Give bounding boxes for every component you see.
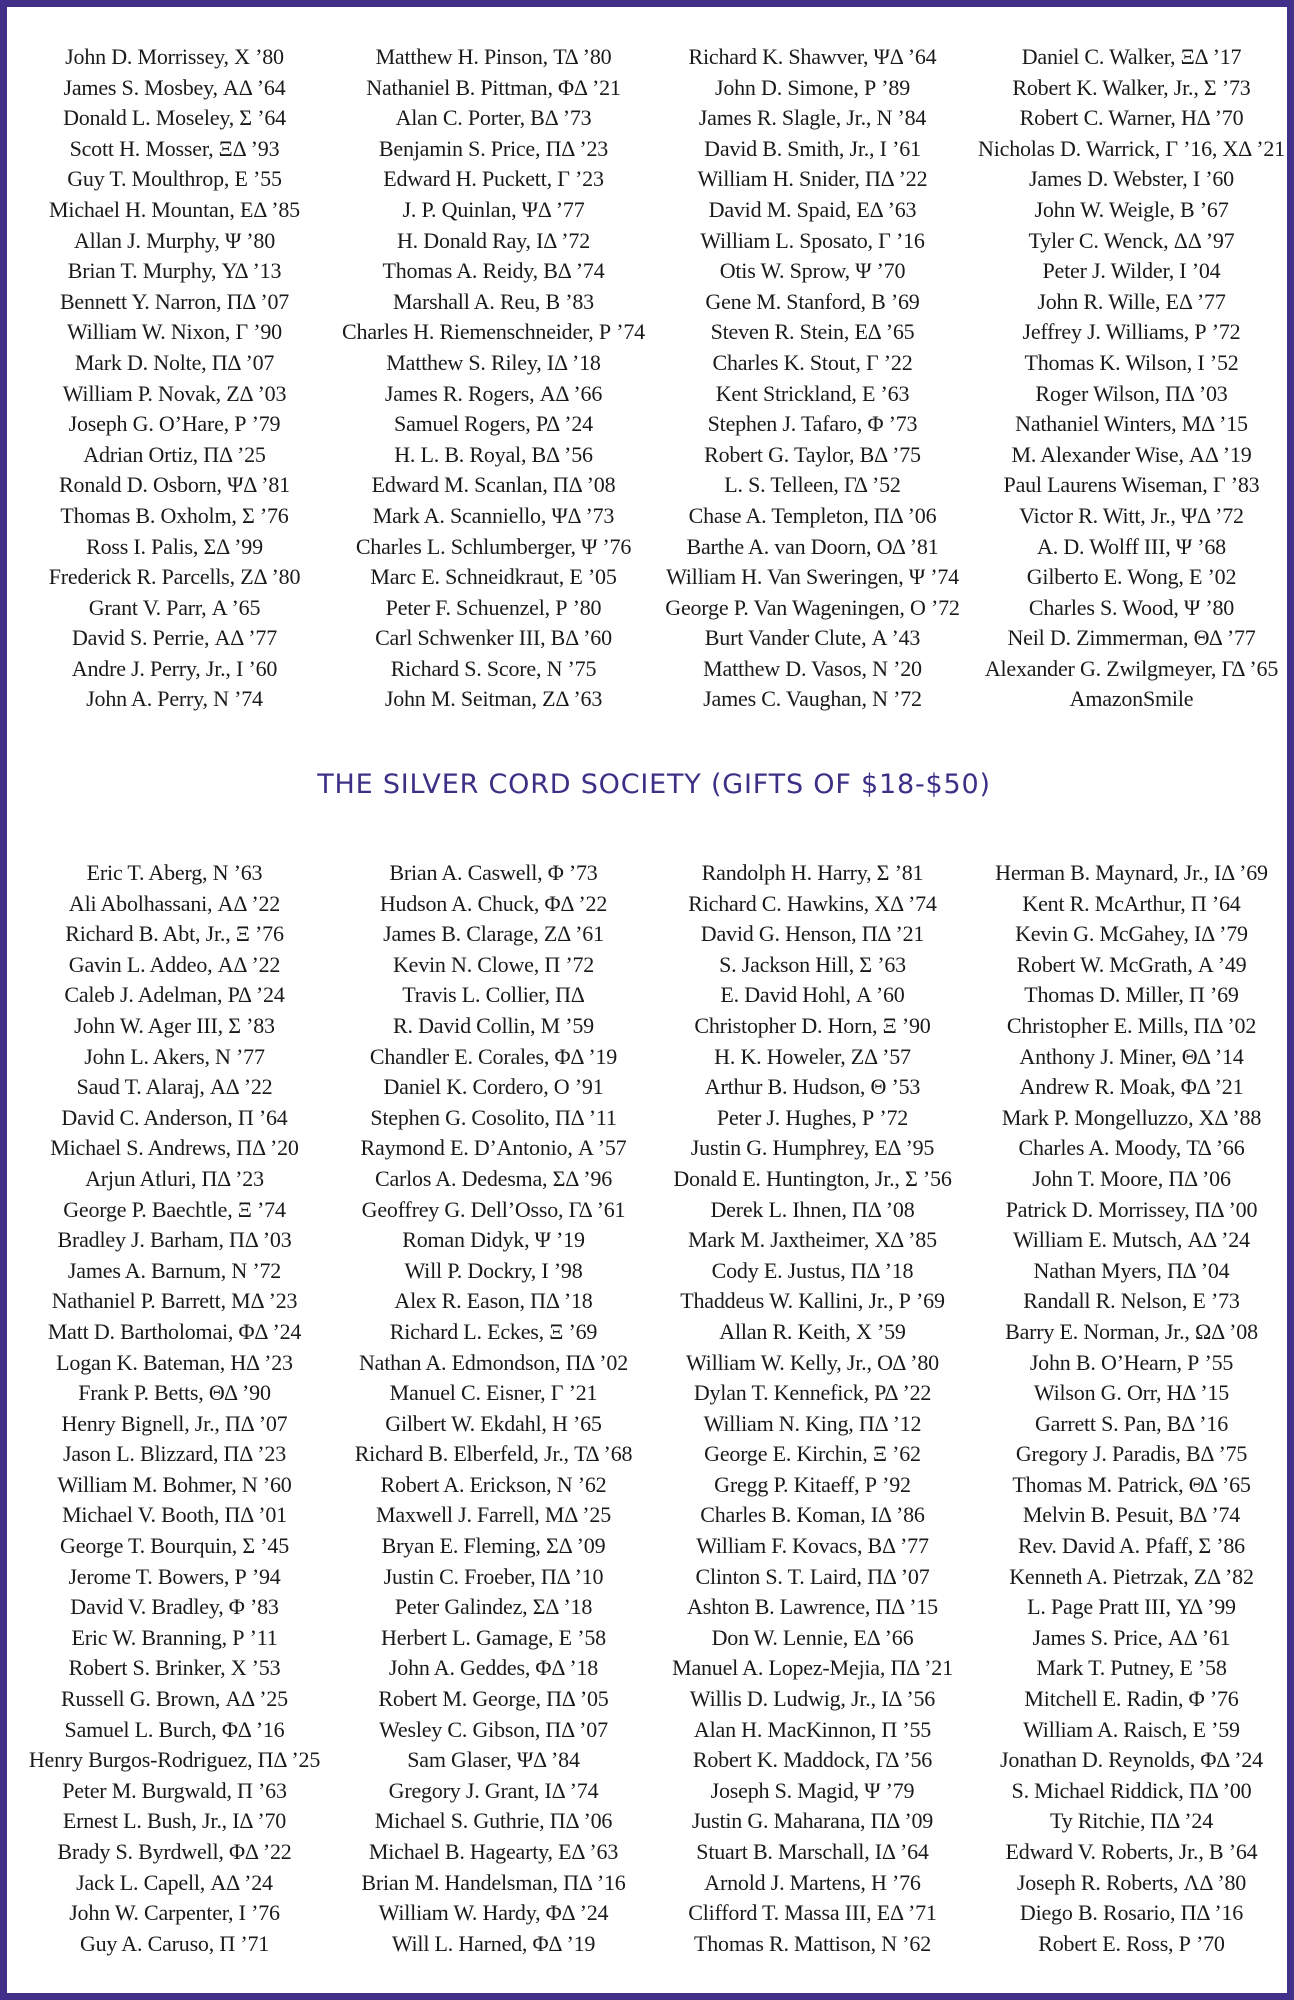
donor-name: Alex R. Eason, ΠΔ ’18 — [394, 1288, 593, 1314]
donor-list-top — [15, 42, 1291, 715]
donor-name: Barthe A. van Doorn, ΟΔ ’81 — [686, 533, 939, 559]
donor-name: Edward V. Roberts, Jr., Β ’64 — [1005, 1839, 1258, 1864]
donor-name: Arthur B. Hudson, Θ ’53 — [704, 1074, 921, 1100]
donor-name: Allan R. Keith, Χ ’59 — [719, 1318, 906, 1344]
donor-name: Kenneth A. Pietrzak, ΖΔ ’82 — [1009, 1563, 1254, 1589]
donor-name: Daniel C. Walker, ΞΔ ’17 — [1021, 44, 1242, 69]
donor-name: Dylan T. Kennefick, ΡΔ ’22 — [693, 1380, 932, 1406]
donor-name: Frederick R. Parcells, ΖΔ ’80 — [48, 564, 301, 590]
donor-name: William W. Hardy, ΦΔ ’24 — [378, 1900, 609, 1926]
donor-name: Nicholas D. Warrick, Γ ’16, ΧΔ ’21 — [978, 135, 1285, 161]
donor-name: Bryan E. Fleming, ΣΔ ’09 — [381, 1533, 606, 1559]
donor-name: Garrett S. Pan, ΒΔ ’16 — [1034, 1410, 1229, 1436]
donor-name: Richard K. Shawver, ΨΔ ’64 — [688, 44, 937, 69]
donor-name: Justin G. Humphrey, ΕΔ ’95 — [690, 1135, 935, 1161]
donor-name: Stephen G. Cosolito, ΠΔ ’11 — [370, 1104, 617, 1130]
donor-name: Logan K. Bateman, ΗΔ ’23 — [56, 1349, 293, 1375]
donor-column — [653, 858, 972, 1959]
donor-name: Kent Strickland, Ε ’63 — [715, 380, 910, 406]
donor-name: Gregg P. Kitaeff, Ρ ’92 — [714, 1471, 911, 1497]
donor-name: Mark P. Mongelluzzo, ΧΔ ’88 — [1001, 1104, 1262, 1130]
donor-name: J. P. Quinlan, ΨΔ ’77 — [402, 196, 585, 222]
donor-name: John L. Akers, Ν ’77 — [84, 1043, 265, 1069]
donor-name: Mark T. Putney, Ε ’58 — [1036, 1655, 1227, 1681]
donor-name: William H. Snider, ΠΔ ’22 — [697, 166, 928, 192]
donor-name: Roger Wilson, ΠΔ ’03 — [1035, 380, 1228, 406]
donor-name: Tyler C. Wenck, ΔΔ ’97 — [1028, 227, 1235, 253]
donor-name: Peter F. Schuenzel, Ρ ’80 — [385, 594, 602, 620]
donor-name: Michael B. Hagearty, ΕΔ ’63 — [368, 1839, 619, 1864]
donor-name: Caleb J. Adelman, ΡΔ ’24 — [64, 982, 285, 1008]
donor-name: Christopher D. Horn, Ξ ’90 — [694, 1012, 931, 1038]
donor-name: John D. Morrissey, Χ ’80 — [65, 44, 284, 69]
donor-name: Arjun Atluri, ΠΔ ’23 — [85, 1165, 264, 1191]
donor-name: Andre J. Perry, Jr., Ι ’60 — [71, 655, 278, 681]
donor-name: Kevin N. Clowe, Π ’72 — [392, 951, 595, 977]
donor-name: Ernest L. Bush, Jr., ΙΔ ’70 — [62, 1808, 287, 1834]
donor-name: Manuel A. Lopez-Mejia, ΠΔ ’21 — [672, 1655, 953, 1681]
donor-name: Richard C. Hawkins, ΧΔ ’74 — [688, 890, 937, 916]
donor-name: Brady S. Byrdwell, ΦΔ ’22 — [57, 1839, 292, 1864]
donor-name: Carlos A. Dedesma, ΣΔ ’96 — [374, 1165, 613, 1191]
donor-name: Charles L. Schlumberger, Ψ ’76 — [355, 533, 632, 559]
donor-name: Will P. Dockry, Ι ’98 — [404, 1257, 583, 1283]
donor-name: Cody E. Justus, ΠΔ ’18 — [711, 1257, 914, 1283]
donor-name: Marc E. Schneidkraut, Ε ’05 — [370, 564, 617, 590]
donor-name: John D. Simone, Ρ ’89 — [714, 74, 911, 100]
donor-name: Michael S. Andrews, ΠΔ ’20 — [50, 1135, 299, 1161]
donor-name: Clifford T. Massa III, ΕΔ ’71 — [688, 1900, 937, 1926]
donor-name: Travis L. Collier, ΠΔ — [402, 982, 585, 1008]
donor-name: Robert E. Ross, Ρ ’70 — [1038, 1930, 1225, 1956]
donor-name: John M. Seitman, ΖΔ ’63 — [384, 686, 603, 712]
donor-name: Kevin G. McGahey, ΙΔ ’79 — [1015, 921, 1248, 947]
donor-column — [334, 42, 653, 715]
donor-name: Jason L. Blizzard, ΠΔ ’23 — [63, 1441, 286, 1467]
donor-name: Charles K. Stout, Γ ’22 — [712, 349, 913, 375]
donor-name: Matthew H. Pinson, ΤΔ ’80 — [375, 44, 612, 69]
donor-column — [15, 42, 334, 715]
donor-name: Robert C. Warner, ΗΔ ’70 — [1019, 105, 1244, 131]
donor-name: Stuart B. Marschall, ΙΔ ’64 — [696, 1839, 929, 1864]
donor-name: Barry E. Norman, Jr., ΩΔ ’08 — [1005, 1318, 1258, 1344]
donor-name: Peter J. Wilder, Ι ’04 — [1042, 258, 1221, 284]
donor-name: Henry Bignell, Jr., ΠΔ ’07 — [61, 1410, 288, 1436]
donor-name: John B. O’Hearn, Ρ ’55 — [1029, 1349, 1234, 1375]
donor-name: Jonathan D. Reynolds, ΦΔ ’24 — [1000, 1747, 1263, 1773]
donor-name: Charles H. Riemenschneider, Ρ ’74 — [342, 319, 645, 345]
donor-name: Thomas K. Wilson, Ι ’52 — [1024, 349, 1239, 375]
section-heading: THE SILVER CORD SOCIETY (GIFTS OF $18-$50) — [317, 769, 991, 800]
donor-name: William M. Bohmer, Ν ’60 — [57, 1471, 292, 1497]
donor-name: Charles S. Wood, Ψ ’80 — [1028, 594, 1235, 620]
donor-name: Richard B. Elberfeld, Jr., ΤΔ ’68 — [354, 1441, 633, 1467]
donor-name: Wilson G. Orr, ΗΔ ’15 — [1033, 1380, 1230, 1406]
donor-name: Frank P. Betts, ΘΔ ’90 — [78, 1380, 271, 1406]
donor-name: Saud T. Alaraj, ΑΔ ’22 — [76, 1074, 273, 1100]
donor-name: Randolph H. Harry, Σ ’81 — [701, 860, 924, 885]
donor-name: Robert G. Taylor, ΒΔ ’75 — [704, 441, 921, 467]
donor-name: James S. Mosbey, ΑΔ ’64 — [63, 74, 286, 100]
donor-name: Ty Ritchie, ΠΔ ’24 — [1050, 1808, 1213, 1834]
donor-column — [653, 42, 972, 715]
donor-name: John R. Wille, ΕΔ ’77 — [1037, 288, 1226, 314]
donor-name: Otis W. Sprow, Ψ ’70 — [719, 258, 906, 284]
donor-name: Eric W. Branning, Ρ ’11 — [71, 1624, 278, 1650]
donor-name: Anthony J. Miner, ΘΔ ’14 — [1019, 1043, 1244, 1069]
donor-name: Arnold J. Martens, Η ’76 — [704, 1869, 921, 1895]
donor-name: Andrew R. Moak, ΦΔ ’21 — [1019, 1074, 1244, 1100]
donor-name: John A. Perry, Ν ’74 — [86, 686, 263, 712]
donor-name: H. L. B. Royal, ΒΔ ’56 — [394, 441, 593, 467]
donor-name: Thaddeus W. Kallini, Jr., Ρ ’69 — [680, 1288, 945, 1314]
donor-name: William E. Mutsch, ΑΔ ’24 — [1013, 1227, 1250, 1253]
donor-name: John T. Moore, ΠΔ ’06 — [1032, 1165, 1231, 1191]
donor-name: George P. Baechtle, Ξ ’74 — [63, 1196, 286, 1222]
donor-name: Matthew D. Vasos, Ν ’20 — [703, 655, 922, 681]
donor-name: Hudson A. Chuck, ΦΔ ’22 — [379, 890, 608, 916]
donor-name: Robert A. Erickson, Ν ’62 — [380, 1471, 607, 1497]
donor-name: Nathaniel P. Barrett, ΜΔ ’23 — [51, 1288, 298, 1314]
donor-name: Patrick D. Morrissey, ΠΔ ’00 — [1005, 1196, 1258, 1222]
donor-name: Matthew S. Riley, ΙΔ ’18 — [386, 349, 601, 375]
donor-name: Mark A. Scanniello, ΨΔ ’73 — [372, 502, 615, 528]
donor-name: Alexander G. Zwilgmeyer, ΓΔ ’65 — [984, 655, 1279, 681]
donor-name: Peter J. Hughes, Ρ ’72 — [716, 1104, 909, 1130]
donor-name: Rev. David A. Pfaff, Σ ’86 — [1018, 1533, 1245, 1559]
donor-name: Gilberto E. Wong, Ε ’02 — [1026, 564, 1237, 590]
donor-name: Nathan A. Edmondson, ΠΔ ’02 — [358, 1349, 629, 1375]
donor-name: H. Donald Ray, ΙΔ ’72 — [396, 227, 591, 253]
donor-name: Matt D. Bartholomai, ΦΔ ’24 — [47, 1318, 302, 1344]
donor-name: William F. Kovacs, ΒΔ ’77 — [696, 1533, 929, 1559]
donor-name: Raymond E. D’Antonio, Α ’57 — [360, 1135, 627, 1161]
donor-name: Donald E. Huntington, Jr., Σ ’56 — [673, 1165, 952, 1191]
donor-name: Gene M. Stanford, Β ’69 — [705, 288, 920, 314]
donor-name: Will L. Harned, ΦΔ ’19 — [391, 1930, 596, 1956]
donor-name: Robert S. Brinker, Χ ’53 — [68, 1655, 281, 1681]
donor-name: Michael H. Mountan, ΕΔ ’85 — [49, 196, 300, 222]
donor-name: George E. Kirchin, Ξ ’62 — [704, 1441, 921, 1467]
donor-name: Alan H. MacKinnon, Π ’55 — [693, 1716, 932, 1742]
donor-name: Willis D. Ludwig, Jr., ΙΔ ’56 — [689, 1686, 936, 1712]
donor-name: Clinton S. T. Laird, ΠΔ ’07 — [695, 1563, 930, 1589]
donor-name: Scott H. Mosser, ΞΔ ’93 — [69, 135, 280, 161]
donor-name: William L. Sposato, Γ ’16 — [700, 227, 925, 253]
donor-name: Brian T. Murphy, ΥΔ ’13 — [67, 258, 282, 284]
donor-name: S. Michael Riddick, ΠΔ ’00 — [1011, 1777, 1252, 1803]
donor-name: Robert M. George, ΠΔ ’05 — [378, 1686, 609, 1712]
donor-name: Jerome T. Bowers, Ρ ’94 — [68, 1563, 281, 1589]
donor-name: Kent R. McArthur, Π ’64 — [1022, 890, 1241, 916]
donor-name: Thomas D. Miller, Π ’69 — [1024, 982, 1239, 1008]
donor-name: William N. King, ΠΔ ’12 — [703, 1410, 922, 1436]
donor-name: John A. Geddes, ΦΔ ’18 — [388, 1655, 599, 1681]
donor-name: Derek L. Ihnen, ΠΔ ’08 — [710, 1196, 915, 1222]
donor-name: Sam Glaser, ΨΔ ’84 — [407, 1747, 580, 1773]
donor-name: Thomas A. Reidy, ΒΔ ’74 — [382, 258, 605, 284]
donor-name: Joseph R. Roberts, ΛΔ ’80 — [1016, 1869, 1247, 1895]
donor-name: Chandler E. Corales, ΦΔ ’19 — [369, 1043, 618, 1069]
donor-name: Victor R. Witt, Jr., ΨΔ ’72 — [1019, 502, 1244, 528]
donor-name: John W. Weigle, Β ’67 — [1034, 196, 1229, 222]
donor-name: Maxwell J. Farrell, ΜΔ ’25 — [375, 1502, 612, 1528]
donor-name: S. Jackson Hill, Σ ’63 — [719, 951, 906, 977]
donor-name: Thomas M. Patrick, ΘΔ ’65 — [1012, 1471, 1251, 1497]
donor-column — [972, 42, 1291, 715]
donor-name: Alan C. Porter, ΒΔ ’73 — [395, 105, 592, 131]
donor-name: William H. Van Sweringen, Ψ ’74 — [666, 564, 959, 590]
donor-column — [334, 858, 653, 1959]
donor-name: James A. Barnum, Ν ’72 — [67, 1257, 282, 1283]
donor-name: Herbert L. Gamage, Ε ’58 — [381, 1624, 606, 1650]
donor-name: L. Page Pratt III, ΥΔ ’99 — [1027, 1594, 1236, 1620]
donor-name: Ali Abolhassani, ΑΔ ’22 — [68, 890, 281, 916]
donor-name: William W. Nixon, Γ ’90 — [66, 319, 282, 345]
donor-name: Adrian Ortiz, ΠΔ ’25 — [83, 441, 266, 467]
donor-name: Richard S. Score, Ν ’75 — [390, 655, 597, 681]
donor-name: Roman Didyk, Ψ ’19 — [402, 1227, 585, 1253]
donor-name: Diego B. Rosario, ΠΔ ’16 — [1019, 1900, 1244, 1926]
donor-name: Nathaniel Winters, ΜΔ ’15 — [1015, 411, 1248, 437]
donor-name: Daniel K. Cordero, Ο ’91 — [383, 1074, 604, 1100]
donor-name: James S. Price, ΑΔ ’61 — [1032, 1624, 1231, 1650]
donor-name: Richard L. Eckes, Ξ ’69 — [389, 1318, 598, 1344]
donor-name: Justin C. Froeber, ΠΔ ’10 — [383, 1563, 604, 1589]
donor-name: Marshall A. Reu, Β ’83 — [393, 288, 594, 314]
donor-name: M. Alexander Wise, ΑΔ ’19 — [1011, 441, 1252, 467]
donor-name: Charles A. Moody, ΤΔ ’66 — [1018, 1135, 1245, 1161]
donor-name: David M. Spaid, ΕΔ ’63 — [708, 196, 917, 222]
donor-name: Nathaniel B. Pittman, ΦΔ ’21 — [366, 74, 621, 100]
donor-name: Henry Burgos-Rodriguez, ΠΔ ’25 — [28, 1747, 321, 1773]
donor-name: Michael S. Guthrie, ΠΔ ’06 — [374, 1808, 613, 1834]
donor-name: Allan J. Murphy, Ψ ’80 — [73, 227, 276, 253]
donor-name: David B. Smith, Jr., Ι ’61 — [704, 135, 921, 161]
donor-name: Richard B. Abt, Jr., Ξ ’76 — [65, 921, 284, 947]
donor-name: Grant V. Parr, Α ’65 — [88, 594, 261, 620]
donor-name: Mark M. Jaxtheimer, ΧΔ ’85 — [688, 1227, 937, 1253]
donor-name: Gregory J. Paradis, ΒΔ ’75 — [1015, 1441, 1248, 1467]
donor-name: David G. Henson, ΠΔ ’21 — [700, 921, 925, 947]
donor-name: Justin G. Maharana, ΠΔ ’09 — [691, 1808, 934, 1834]
donor-name: Gregory J. Grant, ΙΔ ’74 — [388, 1777, 599, 1803]
donor-name: Paul Laurens Wiseman, Γ ’83 — [1003, 472, 1260, 498]
donor-name: L. S. Telleen, ΓΔ ’52 — [724, 472, 901, 498]
donor-name: David C. Anderson, Π ’64 — [61, 1104, 288, 1130]
donor-name: AmazonSmile — [1069, 686, 1194, 712]
donor-name: Ronald D. Osborn, ΨΔ ’81 — [59, 472, 290, 498]
donor-name: Manuel C. Eisner, Γ ’21 — [389, 1380, 598, 1406]
donor-name: James B. Clarage, ΖΔ ’61 — [383, 921, 604, 947]
donor-name: David V. Bradley, Φ ’83 — [70, 1594, 279, 1620]
donor-name: E. David Hohl, Α ’60 — [720, 982, 905, 1008]
donor-name: Jack L. Capell, ΑΔ ’24 — [76, 1869, 273, 1895]
donor-name: Samuel L. Burch, ΦΔ ’16 — [64, 1716, 285, 1742]
donor-name: Gilbert W. Ekdahl, Η ’65 — [385, 1410, 602, 1436]
donor-name: Benjamin S. Price, ΠΔ ’23 — [378, 135, 609, 161]
donor-name: Brian A. Caswell, Φ ’73 — [389, 860, 598, 885]
donor-name: Steven R. Stein, ΕΔ ’65 — [710, 319, 915, 345]
donor-name: William A. Raisch, Ε ’59 — [1023, 1716, 1240, 1742]
donor-name: Neil D. Zimmerman, ΘΔ ’77 — [1007, 625, 1256, 651]
donor-name: Samuel Rogers, ΡΔ ’24 — [394, 411, 593, 437]
donor-name: Mitchell E. Radin, Φ ’76 — [1024, 1686, 1239, 1712]
donor-column — [972, 858, 1291, 1959]
donor-name: Robert K. Walker, Jr., Σ ’73 — [1012, 74, 1251, 100]
donor-name: Gavin L. Addeo, ΑΔ ’22 — [68, 951, 281, 977]
donor-name: Robert K. Maddock, ΓΔ ’56 — [692, 1747, 933, 1773]
donor-name: David S. Perrie, ΑΔ ’77 — [71, 625, 278, 651]
donor-name: James D. Webster, Ι ’60 — [1029, 166, 1234, 192]
donor-name: William P. Novak, ΖΔ ’03 — [62, 380, 287, 406]
donor-name: Thomas R. Mattison, Ν ’62 — [694, 1930, 931, 1956]
donor-name: Peter M. Burgwald, Π ’63 — [62, 1777, 287, 1803]
donor-name: William W. Kelly, Jr., ΟΔ ’80 — [686, 1349, 939, 1375]
donor-name: Christopher E. Mills, ΠΔ ’02 — [1006, 1012, 1257, 1038]
donor-name: Edward M. Scanlan, ΠΔ ’08 — [371, 472, 616, 498]
donor-name: Ross I. Palis, ΣΔ ’99 — [86, 533, 263, 559]
donor-name: R. David Collin, Μ ’59 — [393, 1012, 594, 1038]
donor-column — [15, 858, 334, 1959]
donor-name: Charles B. Koman, ΙΔ ’86 — [700, 1502, 925, 1528]
donor-name: Chase A. Templeton, ΠΔ ’06 — [688, 502, 937, 528]
donor-name: Thomas B. Oxholm, Σ ’76 — [60, 502, 289, 528]
donor-name: George P. Van Wageningen, Ο ’72 — [665, 594, 960, 620]
donor-name: Geoffrey G. Dell’Osso, ΓΔ ’61 — [361, 1196, 626, 1222]
donor-name: Bradley J. Barham, ΠΔ ’03 — [57, 1227, 292, 1253]
donor-name: Russell G. Brown, ΑΔ ’25 — [61, 1686, 288, 1712]
donor-name: Randall R. Nelson, Ε ’73 — [1023, 1288, 1240, 1314]
donor-name: Melvin B. Pesuit, ΒΔ ’74 — [1022, 1502, 1241, 1528]
donor-name: John W. Ager III, Σ ’83 — [74, 1012, 275, 1038]
donor-name: Burt Vander Clute, Α ’43 — [704, 625, 921, 651]
donor-name: Peter Galindez, ΣΔ ’18 — [394, 1594, 593, 1620]
donor-name: Don W. Lennie, ΕΔ ’66 — [711, 1624, 914, 1650]
donor-name: James C. Vaughan, Ν ’72 — [703, 686, 922, 712]
donor-name: John W. Carpenter, Ι ’76 — [69, 1900, 280, 1926]
donor-name: H. K. Howeler, ΖΔ ’57 — [714, 1043, 911, 1069]
donor-name: Stephen J. Tafaro, Φ ’73 — [707, 411, 918, 437]
donor-name: Joseph S. Magid, Ψ ’79 — [710, 1777, 915, 1803]
donor-name: Eric T. Aberg, Ν ’63 — [86, 860, 263, 885]
donor-name: Herman B. Maynard, Jr., ΙΔ ’69 — [995, 860, 1268, 885]
donor-name: James R. Slagle, Jr., Ν ’84 — [698, 105, 927, 131]
donor-name: Guy T. Moulthrop, Ε ’55 — [67, 166, 282, 192]
donor-name: Mark D. Nolte, ΠΔ ’07 — [74, 349, 275, 375]
donor-name: Brian M. Handelsman, ΠΔ ’16 — [361, 1869, 626, 1895]
donor-name: James R. Rogers, ΑΔ ’66 — [384, 380, 603, 406]
donor-name: A. D. Wolff III, Ψ ’68 — [1037, 533, 1226, 559]
donor-name: Carl Schwenker III, ΒΔ ’60 — [375, 625, 612, 651]
donor-name: Donald L. Moseley, Σ ’64 — [63, 105, 286, 131]
donor-name: Wesley C. Gibson, ΠΔ ’07 — [379, 1716, 608, 1742]
donor-name: Bennett Y. Narron, ΠΔ ’07 — [59, 288, 290, 314]
donor-name: George T. Bourquin, Σ ’45 — [60, 1533, 289, 1559]
donor-name: Jeffrey J. Williams, Ρ ’72 — [1022, 319, 1241, 345]
donor-name: Michael V. Booth, ΠΔ ’01 — [62, 1502, 287, 1528]
donor-list-silver-cord — [15, 858, 1291, 1959]
donor-name: Robert W. McGrath, Α ’49 — [1016, 951, 1247, 977]
donor-name: Guy A. Caruso, Π ’71 — [79, 1930, 270, 1956]
donor-name: Ashton B. Lawrence, ΠΔ ’15 — [687, 1594, 938, 1620]
donor-name: Nathan Myers, ΠΔ ’04 — [1033, 1257, 1230, 1283]
donor-name: Edward H. Puckett, Γ ’23 — [383, 166, 604, 192]
donor-name: Joseph G. O’Hare, Ρ ’79 — [68, 411, 281, 437]
